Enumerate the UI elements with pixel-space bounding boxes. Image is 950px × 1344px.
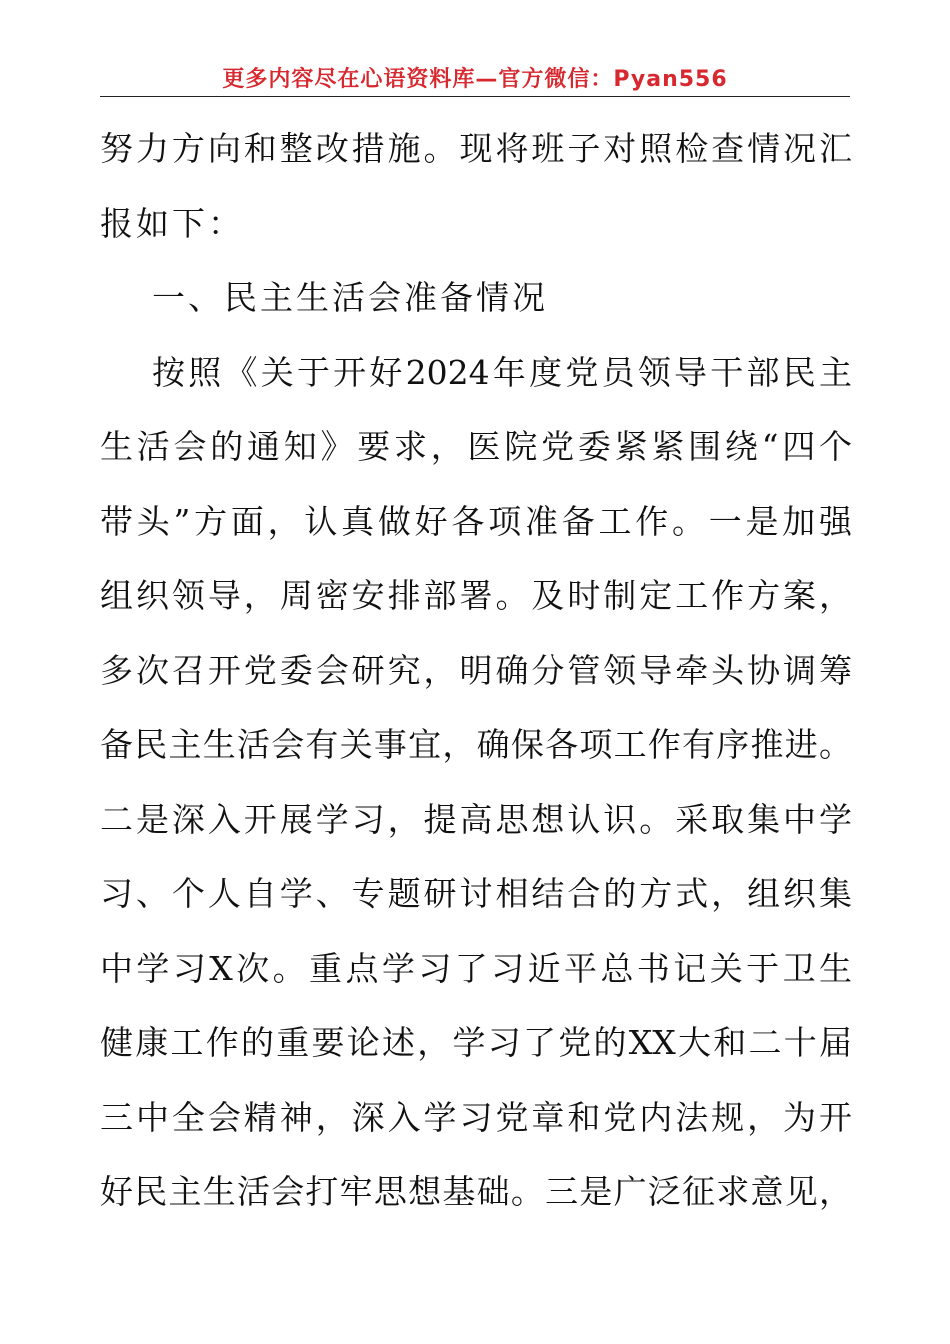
page-header-watermark: 更多内容尽在心语资料库—官方微信：Pyan556 — [222, 67, 728, 92]
paragraph-line: 按照《关于开好2024年度党员领导干部民主 — [152, 352, 852, 392]
paragraph-line: 二是深入开展学习，提高思想认识。采取集中学 — [100, 799, 852, 839]
section-heading: 一、民主生活会准备情况 — [152, 278, 548, 317]
document-body — [100, 112, 852, 1230]
paragraph-line: 生活会的通知》要求，医院党委紧紧围绕“四个 — [100, 427, 852, 466]
paragraph-line: 健康工作的重要论述，学习了党的XX大和二十届 — [100, 1023, 852, 1062]
paragraph-line: 带头”方面，认真做好各项准备工作。一是加强 — [100, 501, 852, 541]
paragraph-line: 中学习X次。重点学习了习近平总书记关于卫生 — [100, 948, 852, 988]
paragraph-line: 好民主生活会打牢思想基础。三是广泛征求意见， — [100, 1172, 852, 1211]
paragraph-line: 习、个人自学、专题研讨相结合的方式，组织集 — [100, 874, 852, 913]
header-divider — [100, 96, 850, 97]
paragraph-line: 备民主生活会有关事宜，确保各项工作有序推进。 — [100, 725, 852, 764]
paragraph-line: 三中全会精神，深入学习党章和党内法规，为开 — [100, 1097, 852, 1137]
paragraph-line: 多次召开党委会研究，明确分管领导牵头协调筹 — [100, 650, 852, 690]
paragraph-line: 努力方向和整改措施。现将班子对照检查情况汇 — [100, 129, 852, 168]
paragraph-line: 组织领导，周密安排部署。及时制定工作方案， — [100, 576, 852, 615]
paragraph-line: 报如下： — [100, 203, 244, 243]
